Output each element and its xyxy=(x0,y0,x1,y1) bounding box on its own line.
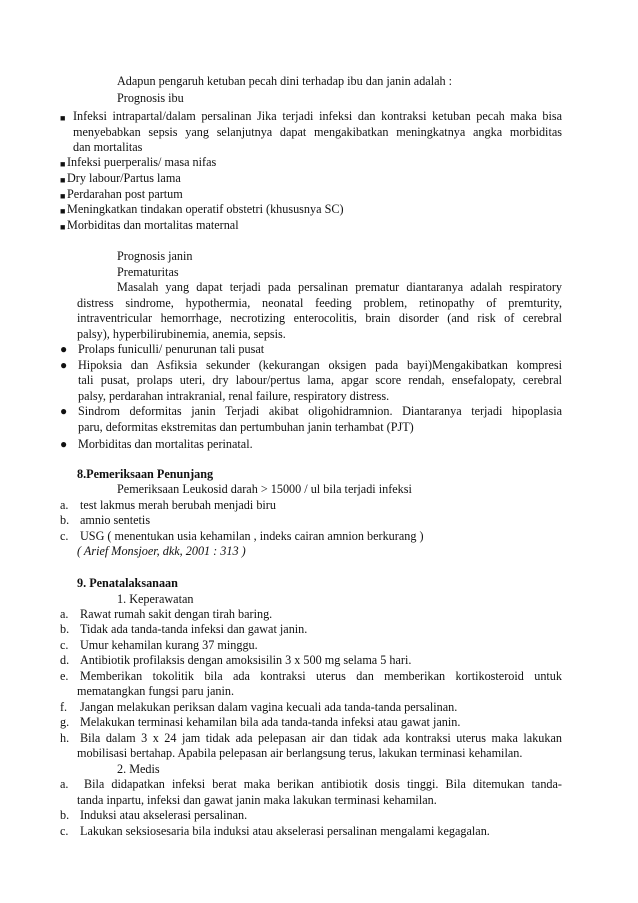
citation: ( Arief Monsjoer, dkk, 2001 : 313 ) xyxy=(77,544,246,558)
list-marker: c. xyxy=(60,824,69,838)
list-item: Induksi atau akselerasi persalinan. xyxy=(80,808,248,822)
prematuritas-heading: Prematuritas xyxy=(117,265,179,279)
list-marker: b. xyxy=(60,622,70,636)
list-item: Morbiditas dan mortalitas perinatal. xyxy=(78,437,253,451)
square-bullet-icon: ■ xyxy=(60,159,66,169)
list-item: Sindrom deformitas janin Terjadi akibat oligohidramnion. Diantaranya terjadi hipoplasia xyxy=(78,404,562,418)
square-bullet-icon: ■ xyxy=(60,206,66,216)
list-item: Dry labour/Partus lama xyxy=(67,171,181,185)
list-item: Rawat rumah sakit dengan tirah baring. xyxy=(80,607,273,621)
list-item: Bila didapatkan infeksi berat maka berikan antibiotik dosis tinggi. Bila ditemukan tanda- xyxy=(84,777,562,791)
list-item: Memberikan tokolitik bila ada kontraksi uterus dan memberikan kortikosteroid untuk xyxy=(80,669,562,683)
list-marker: a. xyxy=(60,607,69,621)
list-item: Tidak ada tanda-tanda infeksi dan gawat janin. xyxy=(80,622,308,636)
list-item: amnio sentetis xyxy=(80,513,151,527)
list-item: Bila dalam 3 x 24 jam tidak ada pelepasan air dan tidak ada kontraksi uterus maka lakukan xyxy=(80,731,562,745)
list-marker: b. xyxy=(60,808,70,822)
list-item: test lakmus merah berubah menjadi biru xyxy=(80,498,276,512)
round-bullet-icon: ● xyxy=(60,437,68,451)
list-item-cont: mobilisasi bertahap. Apabila pelepasan air berlangsung terus, lakukan terminasi kehamilan. xyxy=(77,746,523,760)
list-marker: d. xyxy=(60,653,70,667)
prognosis-ibu-heading: Prognosis ibu xyxy=(117,91,184,105)
square-bullet-icon: ■ xyxy=(60,113,66,123)
janin-paragraph-line: palsy), hyperbilirubinemia, anemia, sepsis. xyxy=(77,327,286,341)
list-marker: c. xyxy=(60,638,69,652)
round-bullet-icon: ● xyxy=(60,342,68,356)
subheading-keperawatan: 1. Keperawatan xyxy=(117,592,194,606)
list-marker: g. xyxy=(60,715,70,729)
list-item: Perdarahan post partum xyxy=(67,187,183,201)
round-bullet-icon: ● xyxy=(60,358,68,372)
list-item: Meningkatkan tindakan operatif obstetri (khususnya SC) xyxy=(67,202,344,216)
list-item: Hipoksia dan Asfiksia sekunder (kekurangan oksigen pada bayi)Mengakibatkan kompresi xyxy=(78,358,562,372)
list-item: Antibiotik profilaksis dengan amoksisilin 3 x 500 mg selama 5 hari. xyxy=(80,653,412,667)
list-item: Melakukan terminasi kehamilan bila ada tanda-tanda infeksi atau gawat janin. xyxy=(80,715,461,729)
list-item: USG ( menentukan usia kehamilan , indeks cairan amnion berkurang ) xyxy=(80,529,424,543)
list-item-cont: menyebabkan sepsis yang selanjutnya dapat mengakibatkan meningkatnya angka morbiditas xyxy=(73,125,562,139)
subheading-medis: 2. Medis xyxy=(117,762,160,776)
list-item: Umur kehamilan kurang 37 minggu. xyxy=(80,638,258,652)
list-item-cont: tanda inpartu, infeksi dan gawat janin maka lakukan terminasi kehamilan. xyxy=(77,793,437,807)
square-bullet-icon: ■ xyxy=(60,191,66,201)
list-marker: e. xyxy=(60,669,69,683)
list-marker: a. xyxy=(60,777,69,791)
intro-line: Adapun pengaruh ketuban pecah dini terhadap ibu dan janin adalah : xyxy=(117,74,453,88)
section-9-heading: 9. Penatalaksanaan xyxy=(77,576,178,590)
list-item: Prolaps funiculli/ penurunan tali pusat xyxy=(78,342,265,356)
janin-paragraph-line: distress sindrome, hypothermia, neonatal feeding problem, retinopathy of premturity, xyxy=(77,296,562,310)
section-8-heading: 8.Pemeriksaan Penunjang xyxy=(77,467,214,481)
square-bullet-icon: ■ xyxy=(60,175,66,185)
list-item-cont: tali pusat, prolaps uteri, dry labour/pertus lama, apgar score rendah, ensefalopaty, cerebral xyxy=(78,373,562,387)
list-item-cont: paru, deformitas ekstremitas dan pertumbuhan janin terhambat (PJT) xyxy=(78,420,414,434)
square-bullet-icon: ■ xyxy=(60,222,66,232)
prognosis-janin-heading: Prognosis janin xyxy=(117,249,193,263)
list-item: Infeksi puerperalis/ masa nifas xyxy=(67,155,217,169)
list-item: Jangan melakukan periksan dalam vagina kecuali ada tanda-tanda persalinan. xyxy=(80,700,458,714)
list-marker: b. xyxy=(60,513,70,527)
round-bullet-icon: ● xyxy=(60,404,68,418)
list-item-cont: dan mortalitas xyxy=(73,140,143,154)
list-item: Lakukan seksiosesaria bila induksi atau akselerasi persalinan mengalami kegagalan. xyxy=(80,824,490,838)
list-marker: f. xyxy=(60,700,68,714)
section-8-lead: Pemeriksaan Leukosid darah > 15000 / ul bila terjadi infeksi xyxy=(117,482,412,496)
janin-paragraph-line: intraventricular hemorrhage, necrotizing enterocolitis, brain disorder (and risk of cerebral xyxy=(77,311,562,325)
list-item-cont: mematangkan fungsi paru janin. xyxy=(77,684,235,698)
list-marker: c. xyxy=(60,529,69,543)
list-marker: h. xyxy=(60,731,70,745)
janin-paragraph-line: Masalah yang dapat terjadi pada persalinan prematur diantaranya adalah respiratory xyxy=(117,280,562,294)
list-item: Infeksi intrapartal/dalam persalinan Jika terjadi infeksi dan kontraksi ketuban pecah maka bisa xyxy=(73,109,562,123)
list-marker: a. xyxy=(60,498,69,512)
list-item: Morbiditas dan mortalitas maternal xyxy=(67,218,239,232)
list-item-cont: palsy, perdarahan intrakranial, renal failure, respiratory distress. xyxy=(78,389,390,403)
